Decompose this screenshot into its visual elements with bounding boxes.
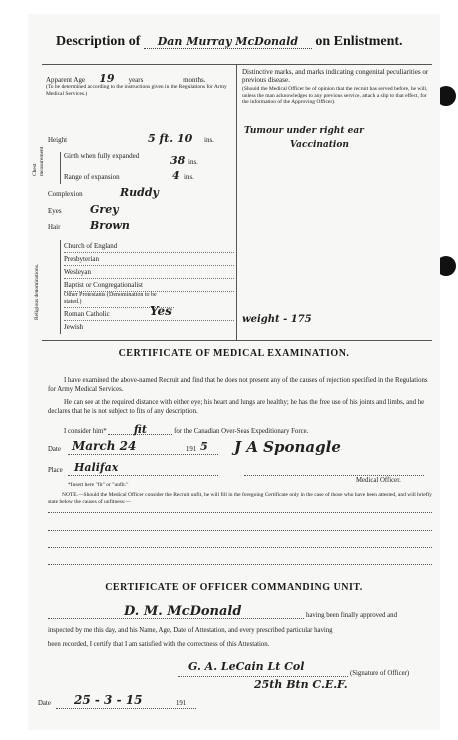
religion-roman-catholic: Roman Catholic	[64, 308, 234, 321]
consider-value: fit	[108, 425, 172, 435]
commanding-heading: CERTIFICATE OF OFFICER COMMANDING UNIT.	[105, 582, 363, 593]
unfitness-line-4	[48, 564, 432, 565]
chest-label: Chest measurement	[32, 146, 45, 176]
commanding-date-value: 25 - 3 - 15	[74, 693, 143, 707]
religion-presbyterian: Presbyterian	[64, 253, 234, 266]
religion-baptist: Baptist or Congregationalist	[64, 279, 234, 292]
religion-list	[64, 240, 234, 334]
marks-heading: Distinctive marks, and marks indicating congenital peculiarities or previous disease.	[242, 68, 429, 84]
consider-suffix: for the Canadian Over-Seas Expeditionary Force.	[174, 428, 309, 435]
religion-other-protestants: Other Protestants (Denomination to be stated.)	[64, 292, 174, 308]
girth-label: Girth when fully expanded	[64, 152, 140, 160]
marks-value-vaccination: Vaccination	[290, 140, 349, 150]
unfitness-line-2	[48, 530, 432, 531]
center-divider	[236, 64, 237, 340]
weight-value: weight - 175	[242, 314, 312, 325]
medical-date-line	[68, 454, 218, 455]
religion-label: Religious denominations.	[34, 263, 40, 320]
medical-heading: CERTIFICATE OF MEDICAL EXAMINATION.	[118, 348, 350, 359]
consider-row	[64, 425, 308, 436]
medical-officer-label: Medical Officer.	[356, 477, 401, 484]
medical-place-line	[68, 475, 218, 476]
age-label: Apparent Age	[46, 76, 86, 84]
medical-place-label: Place	[48, 467, 63, 474]
religion-jewish: Jewish	[64, 323, 84, 331]
commanding-date-line	[56, 708, 196, 709]
hair-value: Brown	[90, 219, 130, 232]
eyes-label: Eyes	[48, 207, 62, 215]
age-note: (To be determined according to the instructions given in the Regulations for Army Medical Services.)	[46, 84, 227, 97]
religion-wesleyan: Wesleyan	[64, 266, 234, 279]
chest-bracket	[60, 152, 61, 184]
commanding-officer-signature: G. A. LeCain Lt Col	[188, 660, 305, 673]
commanding-name-value: D. M. McDonald	[124, 604, 242, 619]
age-years-label: years	[128, 76, 144, 84]
age-value: 19	[99, 72, 115, 85]
title-prefix: Description of	[56, 34, 141, 49]
commanding-text-2: inspected by me this day, and his Name, Age, Date of Attestation, and every prescribed particular having	[48, 627, 333, 634]
consider-prefix: I consider him*	[64, 428, 107, 435]
medical-note: NOTE.—Should the Medical Officer consider the Recruit unfit, he will fill in the foregoing Certificate only in the case of those who have been attested, and will briefly state below the causes of unfitness:—	[48, 492, 432, 505]
medical-year-prefix: 191	[186, 446, 197, 453]
unfitness-line-1	[48, 512, 432, 513]
commanding-year-suffix: 191	[176, 700, 187, 707]
complexion-value: Ruddy	[120, 186, 159, 199]
roman-catholic-value: Yes	[150, 304, 172, 318]
eyes-value: Grey	[90, 203, 119, 216]
religion-bracket	[60, 240, 61, 334]
height-value: 5 ft. 10	[148, 132, 193, 145]
girth-unit: ins.	[188, 158, 198, 166]
recruit-name: Dan Murray McDonald	[144, 35, 312, 49]
age-months-label: months.	[183, 76, 206, 84]
commanding-signature-label: (Signature of Officer)	[350, 670, 410, 677]
complexion-label: Complexion	[48, 190, 83, 198]
marks-note: (Should the Medical Officer be of opinion that the recruit has served before, he will, unless the man acknowledges to any previous service, attach a slip to that effect, for the information of the Approving Officer).	[242, 86, 428, 105]
commanding-text-3: been recorded, I certify that I am satisfied with the correctness of this Attestation.	[48, 641, 270, 648]
range-unit: ins.	[184, 173, 194, 181]
range-value: 4	[172, 169, 180, 182]
commanding-text-1: having been finally approved and	[306, 612, 397, 619]
insert-note: *Insert here "fit" or "unfit."	[68, 482, 129, 488]
girth-value: 38	[170, 154, 186, 167]
commanding-name-line	[48, 618, 304, 619]
medical-year-value: 5	[200, 440, 208, 453]
medical-place-value: Halifax	[74, 461, 119, 474]
marks-value-tumour: Tumour under right ear	[244, 126, 364, 136]
commanding-date-label: Date	[38, 700, 51, 707]
mid-rule	[42, 340, 432, 341]
height-unit: ins.	[204, 136, 214, 144]
range-label: Range of expansion	[64, 173, 120, 181]
unfitness-line-3	[48, 547, 432, 548]
medical-para-1: I have examined the above-named Recruit and find that he does not present any of the causes of rejection specified in the Regulations for Army Medical Services.	[48, 377, 428, 393]
form-title	[56, 34, 403, 50]
medical-para-2: He can see at the required distance with either eye; his heart and lungs are healthy; he has the free use of his joints and limbs, and he declares that he is not subject to fits of any description.	[48, 399, 425, 415]
title-suffix: on Enlistment.	[315, 34, 403, 49]
height-label: Height	[48, 136, 68, 144]
top-rule	[42, 64, 432, 65]
medical-date-label: Date	[48, 446, 61, 453]
medical-date-value: March 24	[72, 439, 137, 453]
enlistment-form	[28, 14, 440, 730]
religion-church-of-england: Church of England	[64, 240, 234, 253]
medical-officer-signature: J A Sponagle	[234, 438, 341, 456]
hair-label: Hair	[48, 223, 61, 231]
commanding-signature-line	[178, 676, 348, 677]
commanding-unit-value: 25th Btn C.E.F.	[254, 678, 348, 691]
